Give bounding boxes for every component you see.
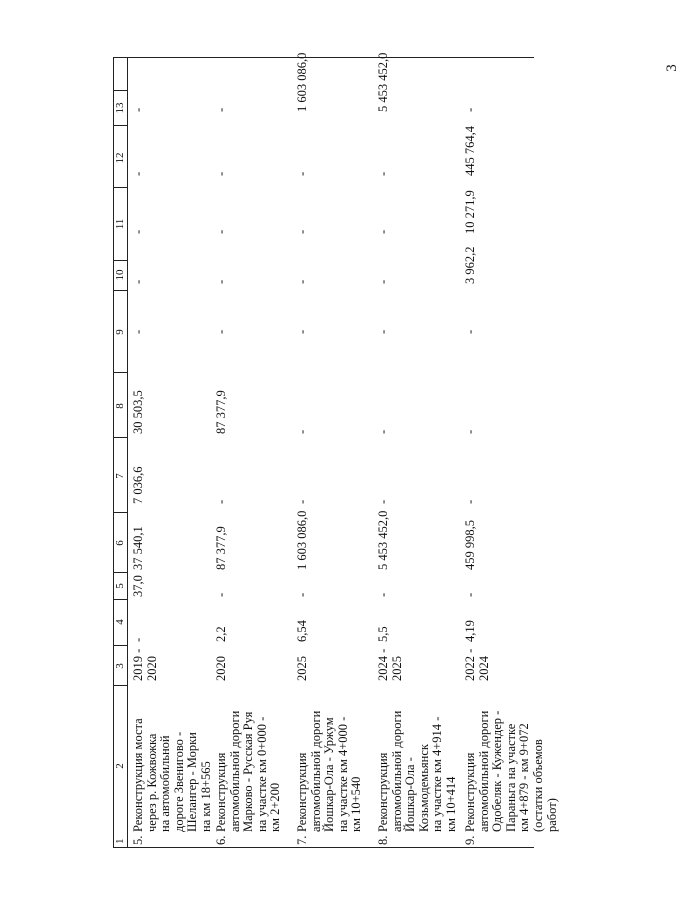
period xyxy=(377,649,404,681)
value-c9: - xyxy=(295,329,309,334)
value-c12: 445 764,4 xyxy=(463,126,477,176)
value-c11: - xyxy=(214,229,228,234)
object-name xyxy=(377,700,459,832)
value-c4: 4,19 xyxy=(463,620,477,642)
object-name-line: через р. Кожвожка xyxy=(144,733,159,832)
value-c9: - xyxy=(463,329,477,334)
object-name-line: на участке км 4+914 - xyxy=(430,716,445,832)
table-left-border xyxy=(113,847,534,848)
header-separator-12 xyxy=(113,90,127,91)
object-name-line: Йошкар-Ола - Уржум xyxy=(322,717,337,832)
period-line: 2020 xyxy=(144,656,159,681)
value-c13: - xyxy=(131,107,145,112)
object-name-line: автомобильной дороги xyxy=(476,710,491,832)
value-c6: 459 998,5 xyxy=(463,520,477,570)
header-col-8: 8 xyxy=(114,403,126,409)
value-c11: - xyxy=(131,229,145,234)
object-name-line: км 10+540 xyxy=(349,776,364,832)
header-col-12: 12 xyxy=(114,152,126,164)
value-c8: - xyxy=(376,429,390,434)
table-right-border xyxy=(113,57,534,58)
header-separator-1 xyxy=(113,685,127,686)
value-c13: - xyxy=(463,107,477,112)
object-name-line: работ) xyxy=(544,798,559,832)
object-name-line: км 10+414 xyxy=(443,776,458,832)
header-col-9: 9 xyxy=(114,329,126,335)
value-c4: 5,5 xyxy=(376,626,390,642)
value-c5: - xyxy=(376,592,390,597)
value-c9: - xyxy=(376,329,390,334)
value-c7: - xyxy=(214,499,228,504)
value-c8: 87 377,9 xyxy=(214,390,228,434)
period-line: 2025 xyxy=(389,656,404,681)
header-col-13: 13 xyxy=(114,102,126,114)
header-separator-5 xyxy=(113,512,127,513)
row-number: 5. xyxy=(131,835,145,845)
value-c4: - xyxy=(131,637,145,642)
object-name-line: Шелангер - Морки xyxy=(185,732,200,832)
value-c13: 5 453 452,0 xyxy=(376,52,390,112)
period-line: 2019 - xyxy=(131,648,145,681)
object-name-line: Йошкар-Ола - xyxy=(403,757,418,832)
header-separator-6 xyxy=(113,437,127,438)
object-name-line: дороге Звенигово - xyxy=(171,731,186,832)
period xyxy=(464,649,491,681)
value-c5: - xyxy=(214,592,228,597)
value-c13: 1 603 086,0 xyxy=(295,52,309,112)
value-c6: 37 540,1 xyxy=(131,526,145,570)
object-name-line: автомобильной дороги xyxy=(308,710,323,832)
object-name xyxy=(464,700,559,832)
value-c8: - xyxy=(295,429,309,434)
value-c12: - xyxy=(214,171,228,176)
value-c10: - xyxy=(295,279,309,284)
object-name-line: Реконструкция xyxy=(376,752,390,832)
value-c6: 87 377,9 xyxy=(214,526,228,570)
object-name xyxy=(215,700,283,832)
header-col-2: 2 xyxy=(114,763,126,769)
value-c10: - xyxy=(214,279,228,284)
header-col-1: 1 xyxy=(114,838,126,844)
value-c5: - xyxy=(295,592,309,597)
header-col-5: 5 xyxy=(114,583,126,589)
object-name-line: Параньга на участке xyxy=(503,723,518,832)
value-c8: - xyxy=(463,429,477,434)
period xyxy=(132,649,159,681)
header-separator-10 xyxy=(113,187,127,188)
value-c4: 2,2 xyxy=(214,626,228,642)
value-c12: - xyxy=(376,171,390,176)
object-name-line: Реконструкция xyxy=(295,752,309,832)
object-name-line: на участке км 4+000 - xyxy=(335,716,350,832)
header-separator-4 xyxy=(113,572,127,573)
header-col-3: 3 xyxy=(114,663,126,669)
value-c4: 6,54 xyxy=(295,620,309,642)
object-name-line: на км 18+565 xyxy=(198,761,213,832)
value-c11: - xyxy=(376,229,390,234)
object-name xyxy=(296,700,364,832)
row-number: 9. xyxy=(463,835,477,845)
header-separator-9 xyxy=(113,260,127,261)
object-name-line: км 4+879 - км 9+072 xyxy=(517,723,532,832)
header-separator-7 xyxy=(113,372,127,373)
object-name xyxy=(132,700,214,832)
header-col-6: 6 xyxy=(114,540,126,546)
header-separator-11 xyxy=(113,125,127,126)
period-line: 2024 - xyxy=(376,648,390,681)
object-name-line: на автомобильной xyxy=(158,735,173,832)
table xyxy=(113,52,559,848)
period-line: 2022 - xyxy=(463,648,477,681)
value-c11: - xyxy=(295,229,309,234)
header-separator-8 xyxy=(113,290,127,291)
object-name-line: Реконструкция xyxy=(463,752,477,832)
value-c8: 30 503,5 xyxy=(131,390,145,434)
value-c11: 10 271,9 xyxy=(463,190,477,234)
object-name-line: Одобеляк - Кужендер - xyxy=(490,710,505,832)
header-separator-2 xyxy=(113,645,127,646)
value-c7: - xyxy=(376,499,390,504)
value-c6: 1 603 086,0 xyxy=(295,510,309,570)
header-col-10: 10 xyxy=(114,269,126,281)
table-top-border xyxy=(113,58,114,848)
value-c7: - xyxy=(463,499,477,504)
value-c10: - xyxy=(376,279,390,284)
row-number: 8. xyxy=(376,835,390,845)
row-number: 7. xyxy=(295,835,309,845)
value-c13: - xyxy=(214,107,228,112)
object-name-line: автомобильной дороги xyxy=(227,710,242,832)
value-c9: - xyxy=(131,329,145,334)
value-c10: 3 962,2 xyxy=(463,246,477,284)
value-c7: - xyxy=(295,499,309,504)
period-line: 2024 xyxy=(476,656,491,681)
header-col-11: 11 xyxy=(114,218,126,230)
period xyxy=(296,656,310,681)
page-number: 3 xyxy=(663,64,680,72)
value-c9: - xyxy=(214,329,228,334)
object-name-line: на участке км 0+000 - xyxy=(254,716,269,832)
header-col-7: 7 xyxy=(114,473,126,479)
value-c7: 7 036,6 xyxy=(131,466,145,504)
value-c5: - xyxy=(463,592,477,597)
header-separator-3 xyxy=(113,599,127,600)
header-col-4: 4 xyxy=(114,619,126,625)
period-line: 2020 xyxy=(214,656,228,681)
object-name-line: Козьмодемьянск xyxy=(416,744,431,832)
period xyxy=(215,656,229,681)
object-name-line: автомобильной дороги xyxy=(389,710,404,832)
object-name-line: (остатки объемов xyxy=(530,739,545,832)
row-number: 6. xyxy=(214,835,228,845)
object-name-line: км 2+200 xyxy=(268,782,283,832)
value-c10: - xyxy=(131,279,145,284)
value-c5: 37,0 xyxy=(131,575,145,597)
value-c12: - xyxy=(295,171,309,176)
object-name-line: Марково - Русская Руя xyxy=(241,711,256,832)
period-line: 2025 xyxy=(295,656,309,681)
header-bottom-border xyxy=(127,58,128,848)
value-c6: 5 453 452,0 xyxy=(376,510,390,570)
value-c12: - xyxy=(131,171,145,176)
object-name-line: Реконструкция xyxy=(214,752,228,832)
object-name-line: Реконструкция моста xyxy=(131,718,145,832)
